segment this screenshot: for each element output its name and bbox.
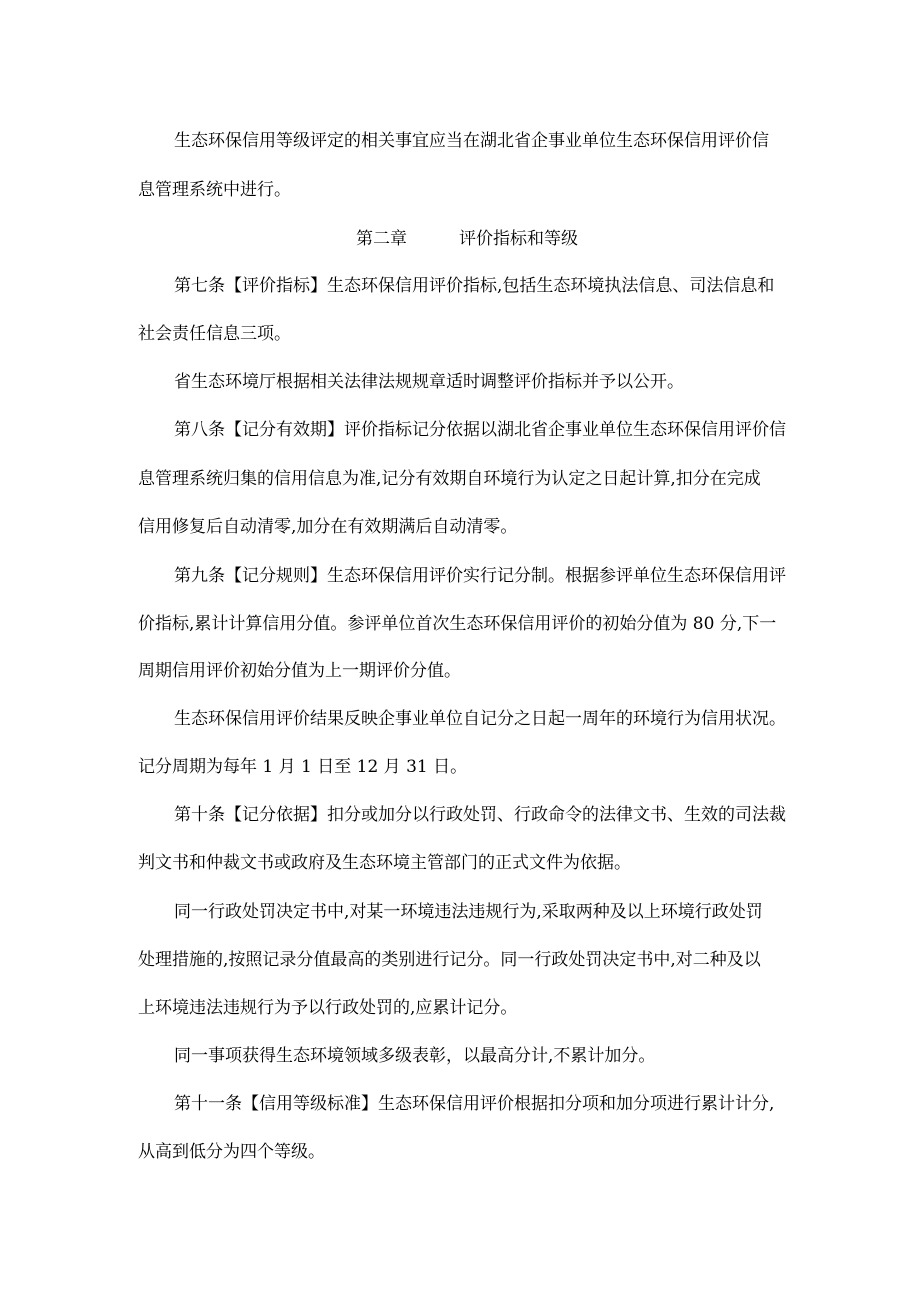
paragraph-line: 价指标,累计计算信用分值。参评单位首次生态环保信用评价的初始分值为 80 分,下一 [138,614,777,634]
chapter-heading [356,229,578,249]
paragraph-line: 周期信用评价初始分值为上一期评价分值。 [138,661,461,681]
paragraph-line: 第十一条【信用等级标准】生态环保信用评价根据扣分项和加分项进行累计计分, [174,1094,775,1114]
paragraph-line: 上环境违法违规行为予以行政处罚的,应累计记分。 [138,998,518,1018]
chapter-number: 第二章 [356,229,407,249]
paragraph-line: 从高到低分为四个等级。 [138,1142,325,1162]
paragraph-line: 记分周期为每年 1 月 1 日至 12 月 31 日。 [138,757,468,777]
paragraph-line: 社会责任信息三项。 [138,324,291,344]
paragraph-line: 第九条【记分规则】生态环保信用评价实行记分制。根据参评单位生态环保信用评 [174,566,786,586]
paragraph-line: 第十条【记分依据】扣分或加分以行政处罚、行政命令的法律文书、生效的司法裁 [174,805,786,825]
paragraph-line: 第七条【评价指标】生态环保信用评价指标,包括生态环境执法信息、司法信息和 [174,276,775,296]
paragraph-line: 息管理系统归集的信用信息为准,记分有效期自环境行为认定之日起计算,扣分在完成 [138,469,761,489]
paragraph-line: 息管理系统中进行。 [138,180,291,200]
paragraph-line: 省生态环境厅根据相关法律法规规章适时调整评价指标并予以公开。 [174,372,684,392]
paragraph-line: 信用修复后自动清零,加分在有效期满后自动清零。 [138,517,518,537]
chapter-title: 评价指标和等级 [459,229,578,249]
paragraph-line: 生态环保信用评价结果反映企事业单位自记分之日起一周年的环境行为信用状况。 [174,709,786,729]
paragraph-line: 生态环保信用等级评定的相关事宜应当在湖北省企事业单位生态环保信用评价信 [174,131,769,151]
paragraph-line: 同一行政处罚决定书中,对某一环境违法违规行为,采取两种及以上环境行政处罚 [174,902,763,922]
paragraph-line: 同一事项获得生态环境领域多级表彰，以最高分计,不累计加分。 [174,1046,656,1066]
paragraph-line: 处理措施的,按照记录分值最高的类别进行记分。同一行政处罚决定书中,对二种及以 [138,950,761,970]
paragraph-line: 判文书和仲裁文书或政府及生态环境主管部门的正式文件为依据。 [138,853,631,873]
paragraph-line: 第八条【记分有效期】评价指标记分依据以湖北省企事业单位生态环保信用评价信 [174,420,786,440]
